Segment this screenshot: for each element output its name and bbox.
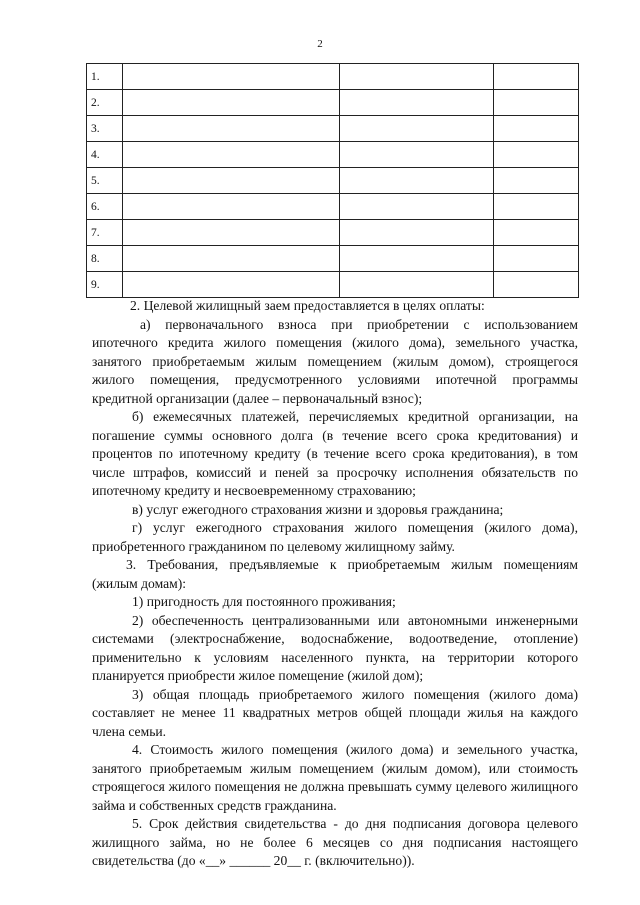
row-number: 4. (87, 142, 123, 168)
table-row (87, 194, 579, 220)
page-number: 2 (317, 38, 323, 50)
table-cell (340, 246, 494, 272)
table-cell (494, 168, 579, 194)
table-row (87, 142, 579, 168)
table-cell (494, 246, 579, 272)
table-cell (123, 194, 340, 220)
table-row (87, 116, 579, 142)
table-cell (494, 272, 579, 298)
table-row (87, 90, 579, 116)
row-number: 7. (87, 220, 123, 246)
section-4: 4. Стоимость жилого помещения (жилого дома) и земельного участка, занятого приобретаемым жилым помещением (жилым домом), или стоимость строящегося жилого помещения не должна превышать сумму целевого жилищного займа и собственных средств гражданина. (92, 742, 578, 813)
table-cell (123, 246, 340, 272)
table-row (87, 220, 579, 246)
clause-3-1: 1) пригодность для постоянного проживания; (132, 594, 396, 609)
clause-2b: б) ежемесячных платежей, перечисляемых кредитной организации, на погашение суммы основного долга (в течение всего срока кредитования) и процентов по ипотечному кредиту (в течение всего срока кредитования), в том числе штрафов, комиссий и пеней за просрочку исполнения обязательств по ипотечному кредиту и несвоевременному страхованию; (92, 409, 578, 498)
section-2-heading: 2. Целевой жилищный заем предоставляется в целях оплаты: (130, 298, 485, 313)
table-cell (494, 220, 579, 246)
table-cell (123, 116, 340, 142)
document-body (92, 297, 578, 871)
section-5: 5. Срок действия свидетельства - до дня подписания договора целевого жилищного займа, но не более 6 месяцев со дня подписания настоящего свидетельства (до «__» ______ 20__ г. (включительно)). (92, 816, 578, 868)
table-cell (340, 194, 494, 220)
table-cell (340, 220, 494, 246)
clause-2a: а) первоначального взноса при приобретении с использованием ипотечного кредита жилого помещения (жилого дома), земельного участка, занятого приобретаемым жилым помещением (жилым домом), строящегося жилого помещения, предусмотренного условиями ипотечной программы кредитной организации (далее – первоначальный взнос); (92, 316, 578, 406)
table-row (87, 168, 579, 194)
row-number: 6. (87, 194, 123, 220)
table-cell (494, 142, 579, 168)
row-number: 1. (87, 64, 123, 90)
table-cell (340, 116, 494, 142)
row-number: 8. (87, 246, 123, 272)
table-cell (123, 272, 340, 298)
table-cell (494, 90, 579, 116)
row-number: 9. (87, 272, 123, 298)
table-row (87, 272, 579, 298)
table-cell (494, 194, 579, 220)
section-3-heading: 3. Требования, предъявляемые к приобретаемым жилым помещениям (жилым домам): (92, 557, 578, 591)
table-cell (340, 90, 494, 116)
table-row (87, 246, 579, 272)
clause-3-3: 3) общая площадь приобретаемого жилого помещения (жилого дома) составляет не менее 11 квадратных метров общей площади жилья на каждого члена семьи. (92, 686, 578, 739)
clause-2c: в) услуг ежегодного страхования жизни и здоровья гражданина; (132, 501, 504, 517)
clause-2d: г) услуг ежегодного страхования жилого помещения (жилого дома), приобретенного гражданином по целевому жилищному займу. (92, 520, 578, 554)
data-table (86, 63, 579, 298)
row-number: 2. (87, 90, 123, 116)
clause-3-2: 2) обеспеченность централизованными или автономными инженерными системами (электроснабжение, водоснабжение, водоотведение, отопление) применительно к условиям населенного пункта, на территории которого планируется приобрести жилое помещение (жилой дом); (92, 612, 578, 683)
table-cell (123, 142, 340, 168)
table-cell (494, 116, 579, 142)
row-number: 5. (87, 168, 123, 194)
row-number: 3. (87, 116, 123, 142)
table-cell (123, 220, 340, 246)
table-cell (123, 64, 340, 90)
table-cell (340, 64, 494, 90)
table-cell (123, 90, 340, 116)
table-cell (340, 142, 494, 168)
table-cell (340, 272, 494, 298)
table-cell (123, 168, 340, 194)
table-cell (340, 168, 494, 194)
table-row (87, 64, 579, 90)
table-cell (494, 64, 579, 90)
